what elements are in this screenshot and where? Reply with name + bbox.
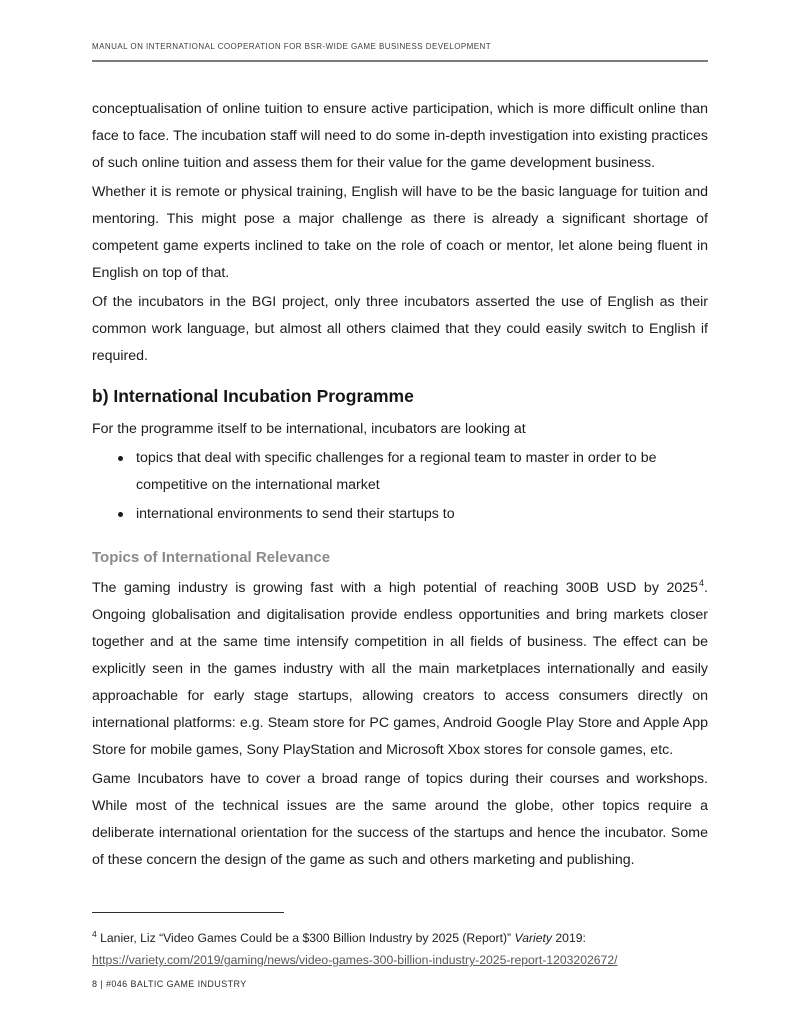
footnote-year: 2019: bbox=[552, 931, 586, 945]
footnote-marker: 4 bbox=[92, 928, 97, 939]
document-body bbox=[92, 96, 708, 874]
paragraph-gaming-industry bbox=[92, 575, 708, 764]
bullet-list bbox=[92, 445, 708, 528]
section-heading-international-incubation: b) International Incubation Programme bbox=[92, 386, 414, 406]
running-header-title: MANUAL ON INTERNATIONAL COOPERATION FOR BSR-WIDE GAME BUSINESS DEVELOPMENT bbox=[92, 42, 492, 51]
page-footer: 8 | #046 BALTIC GAME INDUSTRY bbox=[92, 979, 247, 989]
footnote-ref: 4 bbox=[699, 578, 705, 589]
footnote-section bbox=[92, 912, 708, 971]
paragraph-bgi-incubators: Of the incubators in the BGI project, only three incubators asserted the use of English as their common work language, but almost all others claimed that they could easily switch to English if required. bbox=[92, 294, 708, 364]
bullet-icon bbox=[118, 456, 123, 461]
paragraph-incubator-topics: Game Incubators have to cover a broad range of topics during their courses and workshops. While most of the technical issues are the same around the globe, other topics require a deliberate international orientation for the success of the startups and hence the incubator. Some of these concern the design of the game as such and others marketing and publishing. bbox=[92, 771, 708, 868]
page-header bbox=[92, 36, 708, 62]
bullet-icon bbox=[118, 512, 123, 517]
footnote-link[interactable]: https://variety.com/2019/gaming/news/video-games-300-billion-industry-2025-report-1203202672/ bbox=[92, 953, 618, 967]
paragraph-text: . Ongoing globalisation and digitalisation provide endless opportunities and bring markets closer together and at the same time intensify competition in all fields of business. The effect can be explicitly seen in the games industry with all the main marketplaces internationally and easily approachable for early stage startups, allowing creators to access consumers directly on international platforms: e.g. Steam store for PC games, Android Google Play Store and Apple App Store for mobile games, Sony PlayStation and Microsoft Xbox stores for console games, etc. bbox=[92, 580, 708, 758]
paragraph-english-language: Whether it is remote or physical training, English will have to be the basic language for tuition and mentoring. This might pose a major challenge as there is already a significant shortage of competent game experts inclined to take on the role of coach or mentor, let alone being fluent in English on top of that. bbox=[92, 184, 708, 281]
list-item bbox=[92, 501, 708, 528]
list-item-text: international environments to send their startups to bbox=[136, 506, 455, 522]
subsection-heading-topics: Topics of International Relevance bbox=[92, 549, 331, 566]
list-item-text: topics that deal with specific challenges for a regional team to master in order to be competitive on the international market bbox=[136, 450, 657, 493]
footnote-separator bbox=[92, 912, 284, 913]
footnote-source-name: Variety bbox=[514, 931, 552, 945]
paragraph-text: The gaming industry is growing fast with a high potential of reaching 300B USD by 2025 bbox=[92, 580, 699, 596]
list-item bbox=[92, 445, 708, 499]
paragraph-online-tuition: conceptualisation of online tuition to ensure active participation, which is more difficult online than face to face. The incubation staff will need to do some in-depth investigation into existing practices of such online tuition and assess them for their value for the game development business. bbox=[92, 101, 708, 171]
list-intro: For the programme itself to be international, incubators are looking at bbox=[92, 421, 526, 437]
footnote-text bbox=[92, 927, 708, 971]
footnote-citation: Lanier, Liz “Video Games Could be a $300 Billion Industry by 2025 (Report)” bbox=[96, 931, 515, 945]
